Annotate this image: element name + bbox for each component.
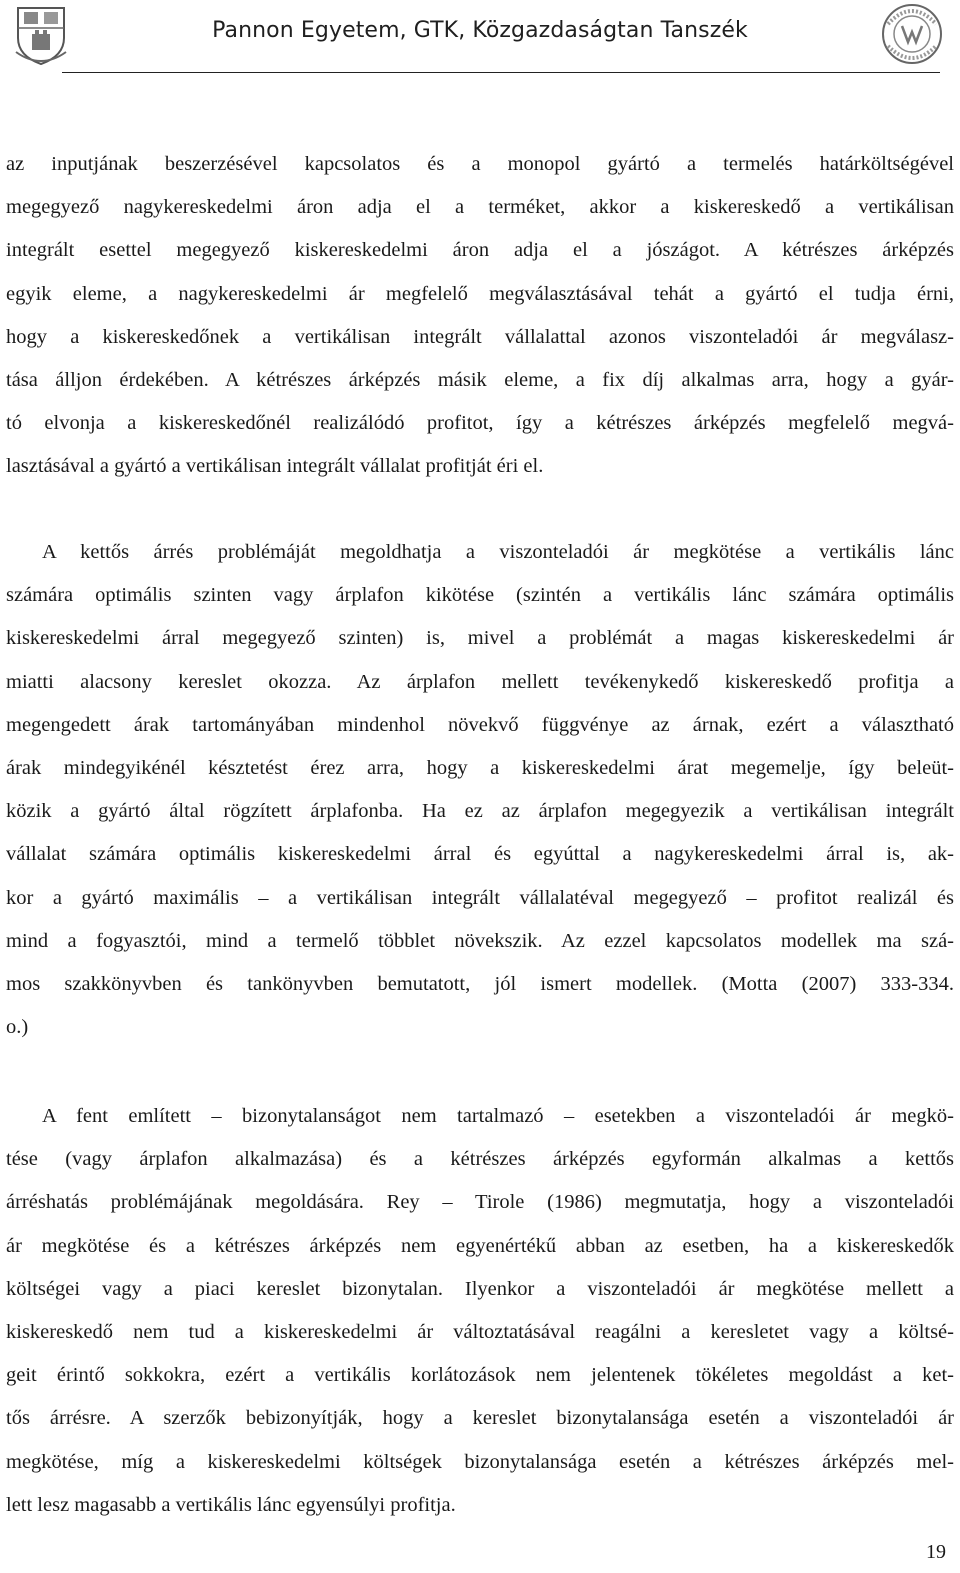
paragraph-1 [6, 143, 954, 489]
text-line: mos szakkönyvben és tankönyvben bemutatott, jól ismert modellek. (Motta (2007) 333-334. [6, 973, 954, 996]
paragraph-3 [6, 1095, 954, 1527]
text-line: lasztásával a gyártó a vertikálisan integrált vállalat profitját éri el. [6, 455, 544, 478]
paragraph-2 [6, 531, 954, 1049]
text-line: egyik eleme, a nagykereskedelmi ár megfelelő megválasztásával tehát a gyártó el tudja érni, [6, 282, 954, 305]
text-line: megengedett árak tartományában mindenhol növekvő függvénye az árnak, ezért a választható [6, 713, 954, 736]
text-line: kor a gyártó maximális – a vertikálisan integrált vállalatéval megegyező – profitot realizál és [6, 886, 954, 909]
text-line: vállalat számára optimális kiskereskedelmi árral és egyúttal a nagykereskedelmi árral is, ak- [6, 843, 954, 866]
text-line: A fent említett – bizonytalanságot nem tartalmazó – esetekben a viszonteladói ár megkö- [42, 1105, 954, 1127]
text-line: árak mindegyikénél késztetést érez arra, hogy a kiskereskedelmi árat megemelje, így beleüt- [6, 757, 954, 780]
text-line: tős árrésre. A szerzők bebizonyítják, hogy a kereslet bizonytalansága esetén a viszonteladói ár [6, 1407, 954, 1430]
text-line: o.) [6, 1016, 29, 1039]
text-line: árréshatás problémájának megoldására. Rey – Tirole (1986) megmutatja, hogy a viszonteladói [6, 1191, 954, 1214]
text-line: ár megkötése és a kétrészes árképzés nem egyenértékű abban az esetben, ha a kiskereskedők [6, 1234, 954, 1257]
text-line: megegyező nagykereskedelmi áron adja el a terméket, akkor a kiskereskedő a vertikálisan [6, 196, 954, 219]
text-line: tása álljon érdekében. A kétrészes árképzés másik eleme, a fix díj alkalmas arra, hogy a gyár- [6, 369, 954, 392]
text-line: miatti alacsony kereslet okozza. Az árplafon mellett tevékenykedő kiskereskedő profitja a [6, 670, 954, 693]
text-line: közik a gyártó által rögzített árplafonba. Ha ez az árplafon megegyezik a vertikálisan integrált [6, 800, 954, 823]
text-line: költségei vagy a piaci kereslet bizonytalan. Ilyenkor a viszonteladói ár megkötése mellett a [6, 1277, 954, 1300]
text-line: számára optimális szinten vagy árplafon kikötése (szintén a vertikális lánc számára optimális [6, 584, 954, 607]
text-line: A kettős árrés problémáját megoldhatja a viszonteladói ár megkötése a vertikális lánc [42, 541, 954, 563]
page-header [0, 0, 960, 80]
text-line: kiskereskedő nem tud a kiskereskedelmi ár változtatásával reagálni a keresletet vagy a költsé- [6, 1321, 954, 1344]
text-line: lett lesz magasabb a vertikális lánc egyensúlyi profitja. [6, 1493, 456, 1516]
text-line: az inputjának beszerzésével kapcsolatos és a monopol gyártó a termelés határköltségével [6, 153, 954, 175]
text-line: mind a fogyasztói, mind a termelő többlet növekszik. Az ezzel kapcsolatos modellek ma szá- [6, 929, 954, 952]
page-number: 19 [926, 1541, 946, 1563]
faculty-seal-logo [880, 2, 944, 66]
text-line: megkötése, míg a kiskereskedelmi költségek bizonytalansága esetén a kétrészes árképzés mel- [6, 1450, 954, 1473]
text-line: integrált esettel megegyező kiskereskedelmi áron adja el a jószágot. A kétrészes árképzés [6, 239, 954, 262]
text-line: tése (vagy árplafon alkalmazása) és a kétrészes árképzés egyformán alkalmas a kettős [6, 1148, 954, 1171]
text-line: hogy a kiskereskedőnek a vertikálisan integrált vállalattal azonos viszonteladói ár megválasz- [6, 325, 954, 348]
text-line: geit érintő sokkokra, ezért a vertikális korlátozások nem jelentenek tökéletes megoldást a ket- [6, 1364, 954, 1387]
header-divider [62, 72, 940, 73]
header-title: Pannon Egyetem, GTK, Közgazdaságtan Tanszék [212, 18, 748, 43]
text-line: tó elvonja a kiskereskedőnél realizálódó profitot, így a kétrészes árképzés megfelelő megvá- [6, 412, 954, 435]
text-line: kiskereskedelmi árral megegyező szinten) is, mivel a problémát a magas kiskereskedelmi ár [6, 627, 954, 650]
